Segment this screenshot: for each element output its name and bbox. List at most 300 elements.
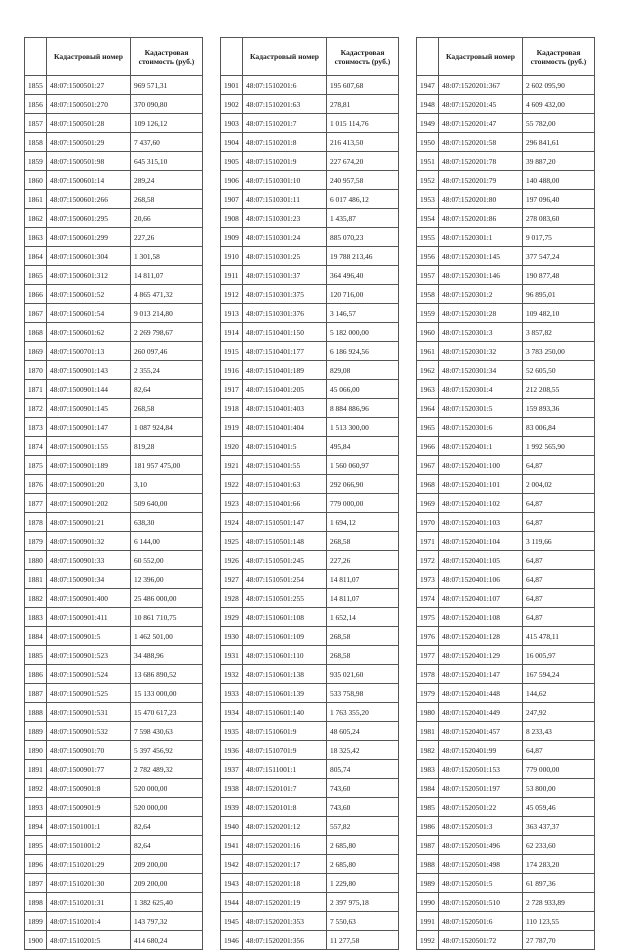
cadastral-value: 377 547,24	[523, 247, 595, 266]
cadastral-number: 48:07:1500901:144	[47, 380, 131, 399]
cadastral-number: 48:07:1510201:9	[243, 152, 327, 171]
cadastral-number: 48:07:1510401:404	[243, 418, 327, 437]
table-row	[25, 95, 203, 114]
cadastral-number: 48:07:1520501:3	[439, 817, 523, 836]
cadastral-number: 48:07:1500601:266	[47, 190, 131, 209]
cadastral-number: 48:07:1500901:155	[47, 437, 131, 456]
cadastral-value: 83 006,84	[523, 418, 595, 437]
table-row	[221, 494, 399, 513]
row-number: 1902	[221, 95, 243, 114]
cadastral-value: 14 811,07	[327, 589, 399, 608]
row-number: 1864	[25, 247, 47, 266]
cadastral-value: 4 865 471,32	[131, 285, 203, 304]
cadastral-value: 2 782 489,32	[131, 760, 203, 779]
cadastral-number: 48:07:1520201:12	[243, 817, 327, 836]
cadastral-number: 48:07:1520201:58	[439, 133, 523, 152]
table-row	[417, 646, 595, 665]
row-number: 1863	[25, 228, 47, 247]
table-row	[25, 532, 203, 551]
row-number: 1912	[221, 285, 243, 304]
cadastral-value: 12 396,00	[131, 570, 203, 589]
table-row	[417, 532, 595, 551]
cadastral-number: 48:07:1500901:411	[47, 608, 131, 627]
cadastral-number: 48:07:1520301:34	[439, 361, 523, 380]
table-row	[417, 285, 595, 304]
cadastral-number: 48:07:1510701:9	[243, 741, 327, 760]
row-number: 1903	[221, 114, 243, 133]
table-row	[25, 893, 203, 912]
table-row	[417, 912, 595, 931]
table-row	[25, 323, 203, 342]
cadastral-number: 48:07:1501001:1	[47, 817, 131, 836]
cadastral-value: 268,58	[131, 190, 203, 209]
row-number: 1981	[417, 722, 439, 741]
row-number: 1924	[221, 513, 243, 532]
cadastral-value: 289,24	[131, 171, 203, 190]
table-row	[417, 760, 595, 779]
cadastral-number: 48:07:1520301:28	[439, 304, 523, 323]
table-row	[25, 722, 203, 741]
table-row	[417, 608, 595, 627]
cadastral-number: 48:07:1510501:245	[243, 551, 327, 570]
row-number: 1925	[221, 532, 243, 551]
cadastral-number: 48:07:1510501:147	[243, 513, 327, 532]
table-row	[221, 190, 399, 209]
row-number: 1963	[417, 380, 439, 399]
cadastral-value: 52 605,50	[523, 361, 595, 380]
table-row	[221, 437, 399, 456]
cadastral-number: 48:07:1500901:147	[47, 418, 131, 437]
row-number: 1962	[417, 361, 439, 380]
row-number: 1929	[221, 608, 243, 627]
row-number: 1871	[25, 380, 47, 399]
cadastral-number: 48:07:1510401:403	[243, 399, 327, 418]
table-row	[25, 361, 203, 380]
cadastral-number: 48:07:1520301:146	[439, 266, 523, 285]
cadastral-value: 109 482,10	[523, 304, 595, 323]
cadastral-number: 48:07:1520301:1	[439, 228, 523, 247]
cadastral-value: 278,81	[327, 95, 399, 114]
table-row	[221, 665, 399, 684]
cadastral-number: 48:07:1520201:80	[439, 190, 523, 209]
cadastral-number: 48:07:1520401:106	[439, 570, 523, 589]
cadastral-number: 48:07:1510501:255	[243, 589, 327, 608]
header-cadastral-number: Кадастровый номер	[47, 38, 131, 76]
cadastral-value: 2 685,80	[327, 836, 399, 855]
cadastral-value: 364 496,40	[327, 266, 399, 285]
row-number: 1954	[417, 209, 439, 228]
cadastral-value: 1 560 060,97	[327, 456, 399, 475]
cadastral-number: 48:07:1500901:189	[47, 456, 131, 475]
row-number: 1869	[25, 342, 47, 361]
row-number: 1974	[417, 589, 439, 608]
cadastral-value: 4 609 432,00	[523, 95, 595, 114]
cadastral-number: 48:07:1520301:5	[439, 399, 523, 418]
cadastral-value: 64,87	[523, 570, 595, 589]
table-row	[221, 912, 399, 931]
cadastral-value: 3 146,57	[327, 304, 399, 323]
cadastral-number: 48:07:1510301:25	[243, 247, 327, 266]
row-number: 1889	[25, 722, 47, 741]
row-number: 1985	[417, 798, 439, 817]
cadastral-value: 82,64	[131, 380, 203, 399]
cadastral-number: 48:07:1520501:498	[439, 855, 523, 874]
row-number: 1986	[417, 817, 439, 836]
cadastral-value: 53 800,00	[523, 779, 595, 798]
table-row	[25, 589, 203, 608]
cadastral-value: 140 488,00	[523, 171, 595, 190]
cadastral-number: 48:07:1500901:34	[47, 570, 131, 589]
cadastral-number: 48:07:1520301:32	[439, 342, 523, 361]
table-row	[417, 855, 595, 874]
table-row	[221, 133, 399, 152]
table-row	[25, 627, 203, 646]
row-number: 1923	[221, 494, 243, 513]
row-number: 1867	[25, 304, 47, 323]
row-number: 1931	[221, 646, 243, 665]
row-number: 1909	[221, 228, 243, 247]
table-row	[417, 817, 595, 836]
cadastral-value: 45 059,46	[523, 798, 595, 817]
cadastral-value: 2 685,80	[327, 855, 399, 874]
table-row	[417, 304, 595, 323]
row-number: 1950	[417, 133, 439, 152]
table-row	[25, 304, 203, 323]
table-row	[417, 874, 595, 893]
cadastral-value: 3 857,82	[523, 323, 595, 342]
cadastral-number: 48:07:1500601:295	[47, 209, 131, 228]
cadastral-number: 48:07:1520401:108	[439, 608, 523, 627]
table-row	[417, 76, 595, 95]
cadastral-value: 969 571,31	[131, 76, 203, 95]
table-row	[221, 285, 399, 304]
cadastral-value: 5 397 456,92	[131, 741, 203, 760]
cadastral-value: 2 269 798,67	[131, 323, 203, 342]
table-row	[417, 418, 595, 437]
table-row	[25, 855, 203, 874]
cadastral-number: 48:07:1520201:79	[439, 171, 523, 190]
cadastral-number: 48:07:1500601:52	[47, 285, 131, 304]
table-row	[417, 551, 595, 570]
cadastral-number: 48:07:1500901:9	[47, 798, 131, 817]
table-row	[25, 380, 203, 399]
row-number: 1887	[25, 684, 47, 703]
table-row	[417, 665, 595, 684]
table-row	[417, 684, 595, 703]
row-number: 1862	[25, 209, 47, 228]
row-number: 1866	[25, 285, 47, 304]
cadastral-number: 48:07:1500901:77	[47, 760, 131, 779]
cadastral-value: 11 277,58	[327, 931, 399, 950]
cadastral-value: 268,58	[327, 627, 399, 646]
table-row	[417, 171, 595, 190]
cadastral-value: 9 017,75	[523, 228, 595, 247]
cadastral-value: 779 000,00	[327, 494, 399, 513]
cadastral-value: 18 325,42	[327, 741, 399, 760]
cadastral-number: 48:07:1500501:270	[47, 95, 131, 114]
cadastral-value: 1 763 355,20	[327, 703, 399, 722]
row-number: 1983	[417, 760, 439, 779]
table-row	[417, 361, 595, 380]
cadastral-value: 3 783 250,00	[523, 342, 595, 361]
cadastral-value: 1 462 501,00	[131, 627, 203, 646]
row-number: 1930	[221, 627, 243, 646]
cadastral-value: 3,10	[131, 475, 203, 494]
cadastral-number: 48:07:1510401:177	[243, 342, 327, 361]
row-number: 1897	[25, 874, 47, 893]
cadastral-number: 48:07:1500901:70	[47, 741, 131, 760]
cadastral-number: 48:07:1520101:8	[243, 798, 327, 817]
table-row	[221, 95, 399, 114]
cadastral-value: 7 437,60	[131, 133, 203, 152]
table-row	[221, 304, 399, 323]
cadastral-number: 48:07:1520501:72	[439, 931, 523, 950]
table-row	[25, 228, 203, 247]
row-number: 1890	[25, 741, 47, 760]
cadastral-number: 48:07:1520201:18	[243, 874, 327, 893]
row-number: 1957	[417, 266, 439, 285]
cadastral-value: 370 090,80	[131, 95, 203, 114]
cadastral-value: 885 070,23	[327, 228, 399, 247]
row-number: 1857	[25, 114, 47, 133]
cadastral-value: 6 186 924,56	[327, 342, 399, 361]
cadastral-value: 15 470 617,23	[131, 703, 203, 722]
row-number: 1859	[25, 152, 47, 171]
cadastral-number: 48:07:1500601:299	[47, 228, 131, 247]
cadastral-value: 1 513 300,00	[327, 418, 399, 437]
header-row	[221, 38, 399, 76]
row-number: 1934	[221, 703, 243, 722]
header-cadastral-value: Кадастровая стоимость (руб.)	[131, 38, 203, 76]
table-row	[25, 475, 203, 494]
row-number: 1979	[417, 684, 439, 703]
row-number: 1899	[25, 912, 47, 931]
cadastral-number: 48:07:1520201:16	[243, 836, 327, 855]
cadastral-number: 48:07:1510301:11	[243, 190, 327, 209]
cadastral-number: 48:07:1500601:14	[47, 171, 131, 190]
cadastral-value: 743,60	[327, 779, 399, 798]
row-number: 1865	[25, 266, 47, 285]
table-row	[417, 494, 595, 513]
cadastral-number: 48:07:1520201:17	[243, 855, 327, 874]
table-row	[417, 627, 595, 646]
cadastral-value: 15 133 000,00	[131, 684, 203, 703]
table-row	[417, 836, 595, 855]
row-number: 1872	[25, 399, 47, 418]
cadastral-number: 48:07:1510301:10	[243, 171, 327, 190]
cadastral-number: 48:07:1510201:29	[47, 855, 131, 874]
row-number: 1935	[221, 722, 243, 741]
cadastral-number: 48:07:1520201:78	[439, 152, 523, 171]
row-number: 1933	[221, 684, 243, 703]
row-number: 1900	[25, 931, 47, 950]
table-row	[417, 437, 595, 456]
row-number: 1941	[221, 836, 243, 855]
cadastral-number: 48:07:1500901:5	[47, 627, 131, 646]
cadastral-number: 48:07:1520401:101	[439, 475, 523, 494]
cadastral-value: 227 674,20	[327, 152, 399, 171]
row-number: 1992	[417, 931, 439, 950]
table-row	[25, 513, 203, 532]
row-number: 1913	[221, 304, 243, 323]
cadastral-number: 48:07:1500501:27	[47, 76, 131, 95]
cadastral-number: 48:07:1500501:29	[47, 133, 131, 152]
table-row	[221, 456, 399, 475]
cadastral-number: 48:07:1520501:6	[439, 912, 523, 931]
table-row	[221, 76, 399, 95]
cadastral-value: 9 013 214,80	[131, 304, 203, 323]
row-number: 1960	[417, 323, 439, 342]
row-number: 1905	[221, 152, 243, 171]
cadastral-number: 48:07:1510601:138	[243, 665, 327, 684]
cadastral-value: 82,64	[131, 817, 203, 836]
row-number: 1926	[221, 551, 243, 570]
cadastral-number: 48:07:1520401:448	[439, 684, 523, 703]
table-row	[221, 570, 399, 589]
cadastral-number: 48:07:1501001:2	[47, 836, 131, 855]
table-row	[25, 798, 203, 817]
row-number: 1876	[25, 475, 47, 494]
table-row	[417, 722, 595, 741]
cadastral-value: 520 000,00	[131, 798, 203, 817]
cadastral-number: 48:07:1520201:47	[439, 114, 523, 133]
row-number: 1919	[221, 418, 243, 437]
cadastral-number: 48:07:1510201:4	[47, 912, 131, 931]
cadastral-number: 48:07:1520401:457	[439, 722, 523, 741]
row-number: 1958	[417, 285, 439, 304]
cadastral-number: 48:07:1510601:139	[243, 684, 327, 703]
cadastral-value: 64,87	[523, 513, 595, 532]
cadastral-value: 1 435,87	[327, 209, 399, 228]
cadastral-number: 48:07:1500601:54	[47, 304, 131, 323]
row-number: 1915	[221, 342, 243, 361]
row-number: 1875	[25, 456, 47, 475]
cadastral-table-3	[416, 37, 595, 950]
row-number: 1895	[25, 836, 47, 855]
cadastral-value: 82,64	[131, 836, 203, 855]
row-number: 1918	[221, 399, 243, 418]
row-number: 1874	[25, 437, 47, 456]
cadastral-number: 48:07:1510601:110	[243, 646, 327, 665]
table-row	[417, 380, 595, 399]
cadastral-value: 20,66	[131, 209, 203, 228]
table-row	[221, 703, 399, 722]
row-number: 1943	[221, 874, 243, 893]
table-row	[221, 361, 399, 380]
cadastral-value: 55 782,00	[523, 114, 595, 133]
row-number: 1966	[417, 437, 439, 456]
cadastral-value: 25 486 000,00	[131, 589, 203, 608]
cadastral-number: 48:07:1500901:8	[47, 779, 131, 798]
cadastral-number: 48:07:1520401:1	[439, 437, 523, 456]
cadastral-number: 48:07:1520501:496	[439, 836, 523, 855]
row-number: 1917	[221, 380, 243, 399]
table-row	[221, 893, 399, 912]
row-number: 1989	[417, 874, 439, 893]
row-number: 1907	[221, 190, 243, 209]
cadastral-value: 61 897,36	[523, 874, 595, 893]
cadastral-value: 64,87	[523, 589, 595, 608]
cadastral-value: 10 861 710,75	[131, 608, 203, 627]
table-row	[221, 228, 399, 247]
cadastral-number: 48:07:1510201:31	[47, 893, 131, 912]
cadastral-number: 48:07:1500901:32	[47, 532, 131, 551]
cadastral-number: 48:07:1520501:510	[439, 893, 523, 912]
cadastral-value: 48 605,24	[327, 722, 399, 741]
cadastral-value: 13 686 890,52	[131, 665, 203, 684]
row-number: 1904	[221, 133, 243, 152]
row-number: 1939	[221, 798, 243, 817]
table-row	[221, 874, 399, 893]
table-row	[221, 722, 399, 741]
cadastral-value: 645 315,10	[131, 152, 203, 171]
row-number: 1927	[221, 570, 243, 589]
table-row	[25, 931, 203, 950]
cadastral-value: 268,58	[131, 399, 203, 418]
row-number: 1961	[417, 342, 439, 361]
header-cadastral-number: Кадастровый номер	[243, 38, 327, 76]
cadastral-number: 48:07:1500901:525	[47, 684, 131, 703]
row-number: 1888	[25, 703, 47, 722]
cadastral-number: 48:07:1510201:5	[47, 931, 131, 950]
table-row	[25, 418, 203, 437]
row-number: 1948	[417, 95, 439, 114]
row-number: 1952	[417, 171, 439, 190]
cadastral-value: 557,82	[327, 817, 399, 836]
table-row	[25, 266, 203, 285]
cadastral-value: 64,87	[523, 494, 595, 513]
cadastral-number: 48:07:1520201:86	[439, 209, 523, 228]
cadastral-number: 48:07:1510401:189	[243, 361, 327, 380]
table-row	[417, 456, 595, 475]
cadastral-value: 109 126,12	[131, 114, 203, 133]
table-row	[221, 798, 399, 817]
row-number: 1984	[417, 779, 439, 798]
cadastral-number: 48:07:1520201:353	[243, 912, 327, 931]
row-number: 1920	[221, 437, 243, 456]
table-row	[221, 399, 399, 418]
cadastral-value: 2 355,24	[131, 361, 203, 380]
cadastral-value: 805,74	[327, 760, 399, 779]
row-number: 1882	[25, 589, 47, 608]
table-row	[417, 893, 595, 912]
cadastral-value: 181 957 475,00	[131, 456, 203, 475]
table-row	[25, 342, 203, 361]
cadastral-number: 48:07:1520401:104	[439, 532, 523, 551]
header-num	[25, 38, 47, 76]
cadastral-value: 209 200,00	[131, 874, 203, 893]
cadastral-value: 8 233,43	[523, 722, 595, 741]
cadastral-value: 64,87	[523, 456, 595, 475]
row-number: 1910	[221, 247, 243, 266]
cadastral-value: 292 066,90	[327, 475, 399, 494]
table-row	[221, 152, 399, 171]
header-cadastral-value: Кадастровая стоимость (руб.)	[523, 38, 595, 76]
cadastral-value: 14 811,07	[131, 266, 203, 285]
cadastral-number: 48:07:1520501:5	[439, 874, 523, 893]
cadastral-number: 48:07:1500901:400	[47, 589, 131, 608]
row-number: 1879	[25, 532, 47, 551]
cadastral-value: 2 004,02	[523, 475, 595, 494]
cadastral-value: 240 957,58	[327, 171, 399, 190]
table-row	[417, 798, 595, 817]
row-number: 1942	[221, 855, 243, 874]
cadastral-number: 48:07:1500901:524	[47, 665, 131, 684]
cadastral-value: 1 992 565,90	[523, 437, 595, 456]
cadastral-number: 48:07:1500701:13	[47, 342, 131, 361]
table-row	[221, 608, 399, 627]
cadastral-number: 48:07:1510201:7	[243, 114, 327, 133]
